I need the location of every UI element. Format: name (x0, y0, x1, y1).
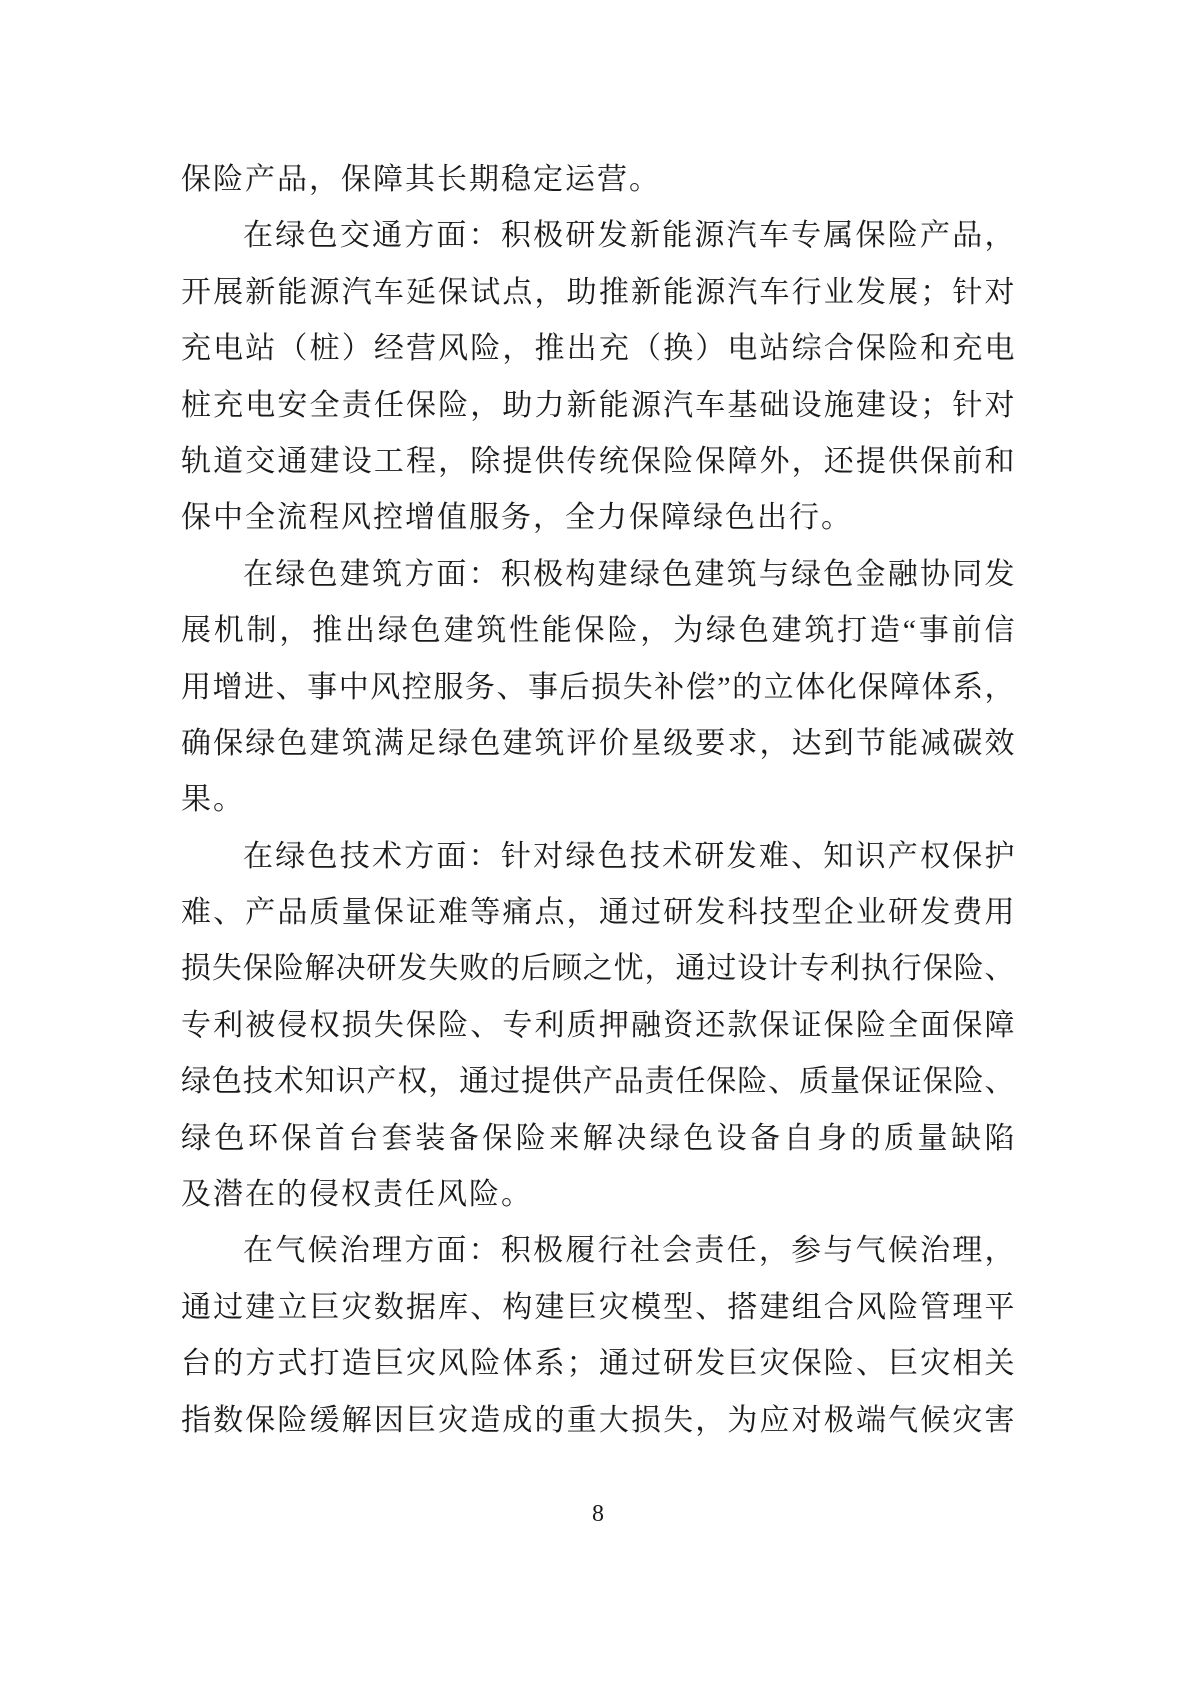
text-line: 桩充电安全责任保险，助力新能源汽车基础设施建设；针对 (181, 388, 1015, 422)
text-line: 轨道交通建设工程，除提供传统保险保障外，还提供保前和 (181, 444, 1015, 478)
text-line: 专利被侵权损失保险、专利质押融资还款保证保险全面保障 (181, 1008, 1015, 1042)
text-line: 保中全流程风控增值服务，全力保障绿色出行。 (181, 501, 853, 535)
text-line: 在绿色交通方面：积极研发新能源汽车专属保险产品， (243, 219, 1015, 253)
text-line: 绿色环保首台套装备保险来解决绿色设备自身的质量缺陷 (181, 1121, 1015, 1155)
text-line: 在气候治理方面：积极履行社会责任，参与气候治理， (243, 1234, 1015, 1268)
text-line: 绿色技术知识产权，通过提供产品责任保险、质量保证保险、 (181, 1065, 1015, 1099)
text-line: 在绿色技术方面：针对绿色技术研发难、知识产权保护 (243, 839, 1015, 873)
page-number: 8 (592, 1501, 604, 1527)
page-footer (181, 1498, 1015, 1530)
text-line: 通过建立巨灾数据库、构建巨灾模型、搭建组合风险管理平 (181, 1290, 1015, 1324)
text-line: 开展新能源汽车延保试点，助推新能源汽车行业发展；针对 (181, 275, 1015, 309)
text-line: 难、产品质量保证难等痛点，通过研发科技型企业研发费用 (181, 896, 1015, 930)
text-line: 确保绿色建筑满足绿色建筑评价星级要求，达到节能减碳效 (181, 726, 1015, 760)
text-line: 损失保险解决研发失败的后顾之忧，通过设计专利执行保险、 (181, 952, 1015, 986)
text-line: 指数保险缓解因巨灾造成的重大损失，为应对极端气候灾害 (181, 1403, 1015, 1437)
text-line: 果。 (181, 783, 245, 817)
text-line: 展机制，推出绿色建筑性能保险，为绿色建筑打造“事前信 (181, 614, 1015, 648)
text-line: 用增进、事中风控服务、事后损失补偿”的立体化保障体系， (181, 670, 1015, 704)
text-line: 充电站（桩）经营风险，推出充（换）电站综合保险和充电 (181, 332, 1015, 366)
text-line: 保险产品，保障其长期稳定运营。 (181, 163, 661, 196)
text-line: 台的方式打造巨灾风险体系；通过研发巨灾保险、巨灾相关 (181, 1347, 1015, 1381)
document-body (181, 152, 1015, 1449)
text-line: 及潜在的侵权责任风险。 (181, 1178, 533, 1212)
text-line: 在绿色建筑方面：积极构建绿色建筑与绿色金融协同发 (243, 557, 1015, 591)
